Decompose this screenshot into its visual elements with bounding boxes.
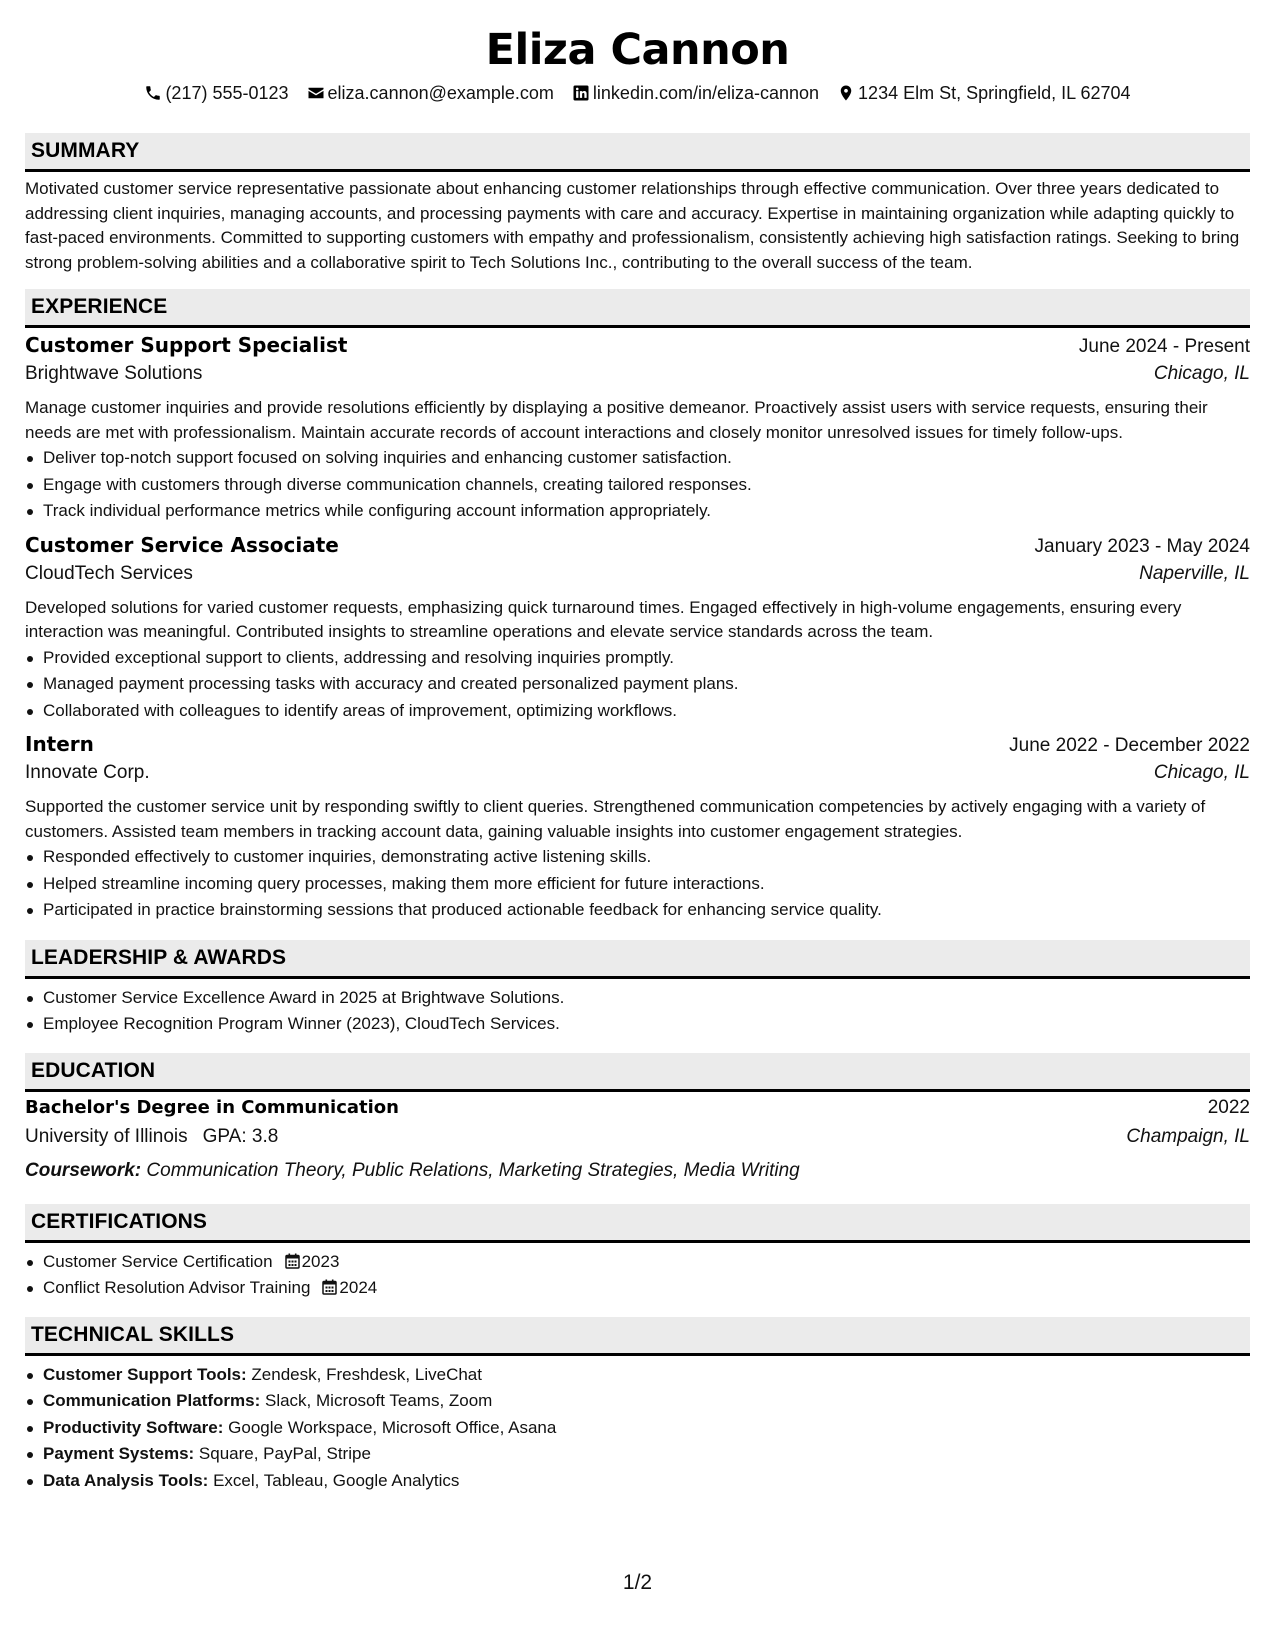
list-item: Deliver top-notch support focused on solving inquiries and enhancing customer satisfaction. — [25, 445, 1250, 472]
job-location: Chicago, IL — [1153, 363, 1250, 384]
list-item — [25, 1249, 1250, 1276]
calendar-icon — [285, 1253, 300, 1269]
job-dates: June 2024 - Present — [1078, 336, 1250, 357]
contact-email[interactable] — [307, 82, 554, 104]
list-item — [25, 1362, 1250, 1389]
list-item: Responded effectively to customer inquiries, demonstrating active listening skills. — [25, 844, 1250, 871]
graduation-year: 2022 — [1207, 1096, 1250, 1118]
contact-address — [837, 82, 1131, 104]
experience-section — [25, 289, 1250, 924]
degree-title: Bachelor's Degree in Communication — [25, 1096, 399, 1118]
leadership-section — [25, 940, 1250, 1038]
job-bullets — [25, 645, 1250, 725]
resume-page — [25, 0, 1250, 1494]
coursework-list: Communication Theory, Public Relations, Marketing Strategies, Media Writing — [146, 1159, 800, 1181]
certification-name: Customer Service Certification — [43, 1251, 273, 1271]
summary-section — [25, 133, 1250, 275]
job-location: Chicago, IL — [1153, 762, 1250, 783]
school-info — [25, 1126, 278, 1148]
education-header — [25, 1097, 1250, 1126]
list-item: Customer Service Excellence Award in 2025 at Brightwave Solutions. — [25, 985, 1250, 1012]
list-item — [25, 1468, 1250, 1495]
phone-text: (217) 555-0123 — [165, 83, 289, 103]
list-item — [25, 1388, 1250, 1415]
list-item: Participated in practice brainstorming sessions that produced actionable feedback for enhancing service quality. — [25, 897, 1250, 924]
job-bullets — [25, 445, 1250, 525]
contact-phone — [144, 82, 288, 104]
skill-value: Slack, Microsoft Teams, Zoom — [264, 1391, 493, 1410]
linkedin-icon — [572, 84, 590, 102]
skill-label: Customer Support Tools: — [43, 1364, 247, 1384]
skill-label: Payment Systems: — [43, 1444, 195, 1463]
address-text: 1234 Elm St, Springfield, IL 62704 — [858, 83, 1131, 103]
section-heading: CERTIFICATIONS — [25, 1204, 1250, 1243]
job-entry — [25, 333, 1250, 525]
skill-value: Zendesk, Freshdesk, LiveChat — [251, 1364, 482, 1384]
skills-list — [25, 1362, 1250, 1495]
certification-name: Conflict Resolution Advisor Training — [43, 1278, 311, 1297]
skill-value: Excel, Tableau, Google Analytics — [213, 1470, 460, 1490]
skill-label: Data Analysis Tools: — [43, 1470, 209, 1490]
skill-label: Productivity Software: — [43, 1417, 224, 1437]
skill-value: Google Workspace, Microsoft Office, Asana — [228, 1417, 557, 1437]
awards-list — [25, 985, 1250, 1038]
contact-linkedin[interactable] — [572, 82, 819, 104]
job-dates: January 2023 - May 2024 — [1034, 535, 1250, 557]
map-pin-icon — [837, 84, 855, 102]
job-description: Developed solutions for varied customer requests, emphasizing quick turnaround times. Engaged effectively in high-volume engagements, ensuring every interaction was meaningful. Contributed insights to streamline operations and elevate service standards across the team. — [25, 597, 1182, 641]
section-heading: SUMMARY — [25, 133, 1250, 172]
job-header — [25, 732, 1250, 762]
job-subheader — [25, 563, 1250, 594]
list-item: Track individual performance metrics while configuring account information appropriately. — [25, 498, 1250, 525]
job-entry — [25, 533, 1250, 725]
list-item: Engage with customers through diverse communication channels, creating tailored responses. — [25, 472, 1250, 499]
list-item: Collaborated with colleagues to identify areas of improvement, optimizing workflows. — [25, 698, 1250, 725]
job-header — [25, 333, 1250, 363]
school-location: Champaign, IL — [1126, 1125, 1250, 1147]
section-heading: LEADERSHIP & AWARDS — [25, 940, 1250, 979]
job-company: CloudTech Services — [25, 562, 193, 584]
linkedin-link[interactable]: linkedin.com/in/eliza-cannon — [592, 83, 820, 103]
certification-year: 2023 — [301, 1251, 340, 1271]
list-item: Provided exceptional support to clients, addressing and resolving inquiries promptly. — [25, 645, 1250, 672]
certification-year: 2024 — [339, 1278, 378, 1297]
section-heading: EXPERIENCE — [25, 289, 1250, 328]
page-indicator: 1/2 — [622, 1571, 653, 1594]
job-location: Naperville, IL — [1139, 562, 1250, 584]
job-dates: June 2022 - December 2022 — [1009, 735, 1250, 756]
coursework — [25, 1157, 1250, 1185]
list-item — [25, 1275, 1250, 1302]
school-name: University of Illinois — [25, 1125, 188, 1147]
job-subheader — [25, 363, 1250, 394]
skill-value: Square, PayPal, Stripe — [198, 1444, 371, 1463]
list-item: Helped streamline incoming query processes, making them more efficient for future interactions. — [25, 871, 1250, 898]
envelope-icon — [307, 84, 325, 102]
job-description: Manage customer inquiries and provide resolutions efficiently by displaying a positive demeanor. Proactively assist users with service requests, ensuring their needs are met with professionalism. Maintain accurate records of account interactions and closely monitor unresolved issues for timely follow-ups. — [25, 398, 1208, 442]
coursework-label: Coursework: — [25, 1159, 142, 1181]
calendar-icon — [322, 1279, 337, 1295]
job-company: Brightwave Solutions — [25, 363, 203, 384]
job-subheader — [25, 762, 1250, 793]
list-item: Managed payment processing tasks with accuracy and created personalized payment plans. — [25, 671, 1250, 698]
list-item: Employee Recognition Program Winner (2023), CloudTech Services. — [25, 1011, 1250, 1038]
job-title: Customer Service Associate — [25, 532, 339, 557]
education-subheader — [25, 1126, 1250, 1157]
section-heading: EDUCATION — [25, 1053, 1250, 1092]
education-section — [25, 1053, 1250, 1185]
email-link[interactable]: eliza.cannon@example.com — [327, 83, 554, 103]
job-company: Innovate Corp. — [25, 762, 150, 783]
list-item — [25, 1441, 1250, 1468]
job-description: Supported the customer service unit by responding swiftly to client queries. Strengthened communication competencies by actively engaging with a variety of customers. Assisted team members in tracking account data, gaining valuable insights into customer engagement strategies. — [25, 797, 1206, 841]
certifications-section — [25, 1204, 1250, 1302]
summary-text: Motivated customer service representative passionate about enhancing customer relationships through effective communication. Over three years dedicated to addressing client inquiries, managing accounts, and processing payments with care and accuracy. Expertise in maintaining organization while adapting quickly to fast-paced environments. Committed to supporting customers with empathy and professionalism, consistently achieving high satisfaction ratings. Seeking to bring strong problem-solving abilities and a collaborative spirit to Tech Solutions Inc., contributing to the overall success of the team. — [25, 179, 1240, 272]
gpa: GPA: 3.8 — [202, 1125, 279, 1147]
skills-section — [25, 1317, 1250, 1495]
phone-icon — [144, 84, 162, 102]
job-entry — [25, 732, 1250, 924]
section-heading: TECHNICAL SKILLS — [25, 1317, 1250, 1356]
job-header — [25, 533, 1250, 563]
certifications-list — [25, 1249, 1250, 1302]
candidate-name: Eliza Cannon — [485, 25, 790, 75]
job-title: Intern — [25, 732, 94, 756]
contact-bar — [25, 82, 1250, 104]
job-bullets — [25, 844, 1250, 924]
skill-label: Communication Platforms: — [43, 1391, 261, 1410]
job-title: Customer Support Specialist — [25, 333, 348, 357]
list-item — [25, 1415, 1250, 1442]
